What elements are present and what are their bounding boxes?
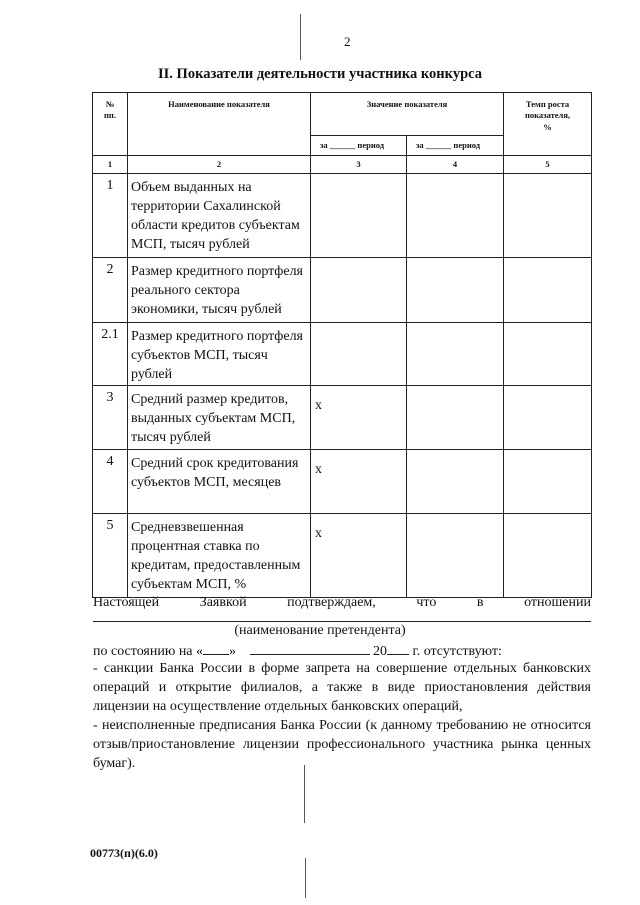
value-period-a[interactable] (311, 174, 407, 258)
scan-mark-bottom (305, 858, 306, 898)
header-growth: Темп роста показателя, % (504, 93, 592, 156)
section-title: II. Показатели деятельности участника конкурса (158, 66, 482, 82)
date-suffix: г. отсутствуют: (409, 644, 502, 659)
statement-lead (93, 593, 591, 612)
column-number: 1 (93, 156, 128, 174)
statement-item-orders: - неисполненные предписания Банка России (к данному требованию не относится отзыв/приостановление лицензии профессионального участника рынка ценных бумаг). (93, 718, 591, 771)
header-value: Значение показателя (311, 93, 504, 136)
value-period-a[interactable]: x (311, 450, 407, 514)
statement-item-sanctions: - санкции Банка России в форме запрета на совершение отдельных банковских операций и открытие филиалов, а также в виде приостановления действия лицензии на осуществление отдельных банковских операций, (93, 661, 591, 714)
applicant-name-line[interactable] (93, 621, 591, 622)
statement-word: что (416, 595, 437, 610)
table-row (93, 386, 592, 450)
date-mid: » (229, 644, 237, 659)
table-row (93, 514, 592, 598)
header-period-b: за ______ период (407, 136, 504, 156)
statement-word: Настоящей (93, 595, 160, 610)
growth-rate[interactable] (504, 386, 592, 450)
statement-word: Заявкой (199, 595, 247, 610)
statement-word: в (476, 595, 484, 610)
column-number: 5 (504, 156, 592, 174)
row-number: 3 (93, 386, 128, 450)
row-number: 4 (93, 450, 128, 514)
value-period-b[interactable] (407, 450, 504, 514)
date-prefix: по состоянию на « (93, 644, 204, 659)
statement-word: отношении (524, 595, 591, 610)
table-row (93, 450, 592, 514)
month-blank[interactable] (250, 640, 370, 655)
value-period-a[interactable] (311, 258, 407, 323)
growth-rate[interactable] (504, 258, 592, 323)
growth-rate[interactable] (504, 450, 592, 514)
table-row (93, 323, 592, 386)
indicator-name: Средневзвешенная процентная ставка по кредитам, предоставленным субъектам МСП, % (128, 514, 311, 598)
date-line (93, 640, 591, 661)
page-number: 2 (344, 34, 351, 49)
value-period-a[interactable]: x (311, 514, 407, 598)
value-period-b[interactable] (407, 514, 504, 598)
header-name: Наименование показателя (128, 93, 311, 156)
column-number: 2 (128, 156, 311, 174)
row-number: 2.1 (93, 323, 128, 386)
scan-mark-top (300, 14, 301, 60)
value-period-a[interactable] (311, 323, 407, 386)
value-period-b[interactable] (407, 174, 504, 258)
table-row (93, 258, 592, 323)
growth-rate[interactable] (504, 514, 592, 598)
row-number: 1 (93, 174, 128, 258)
value-period-b[interactable] (407, 386, 504, 450)
value-period-a[interactable]: x (311, 386, 407, 450)
indicators-table (92, 92, 592, 598)
column-number: 3 (311, 156, 407, 174)
indicator-name: Размер кредитного портфеля реального сектора экономики, тысяч рублей (128, 258, 311, 323)
value-period-b[interactable] (407, 258, 504, 323)
scan-mark-middle (304, 765, 305, 823)
growth-rate[interactable] (504, 174, 592, 258)
indicator-name: Размер кредитного портфеля субъектов МСП, тысяч рублей (128, 323, 311, 386)
day-blank[interactable] (203, 640, 229, 655)
table-row (93, 174, 592, 258)
header-period-a: за ______ период (311, 136, 407, 156)
value-period-b[interactable] (407, 323, 504, 386)
table-header-row (93, 93, 592, 136)
row-number: 2 (93, 258, 128, 323)
applicant-caption: (наименование претендента) (234, 623, 406, 638)
header-num: № пп. (93, 93, 128, 156)
indicator-name: Средний размер кредитов, выданных субъектам МСП, тысяч рублей (128, 386, 311, 450)
date-year: 20 (373, 644, 388, 659)
row-number: 5 (93, 514, 128, 598)
indicator-name: Объем выданных на территории Сахалинской области кредитов субъектам МСП, тысяч рублей (128, 174, 311, 258)
document-code: 00773(п)(6.0) (90, 846, 158, 860)
statement-word: подтверждаем, (287, 595, 376, 610)
year-blank[interactable] (387, 640, 409, 655)
column-number: 4 (407, 156, 504, 174)
column-number-row (93, 156, 592, 174)
growth-rate[interactable] (504, 323, 592, 386)
indicator-name: Средний срок кредитования субъектов МСП, месяцев (128, 450, 311, 514)
